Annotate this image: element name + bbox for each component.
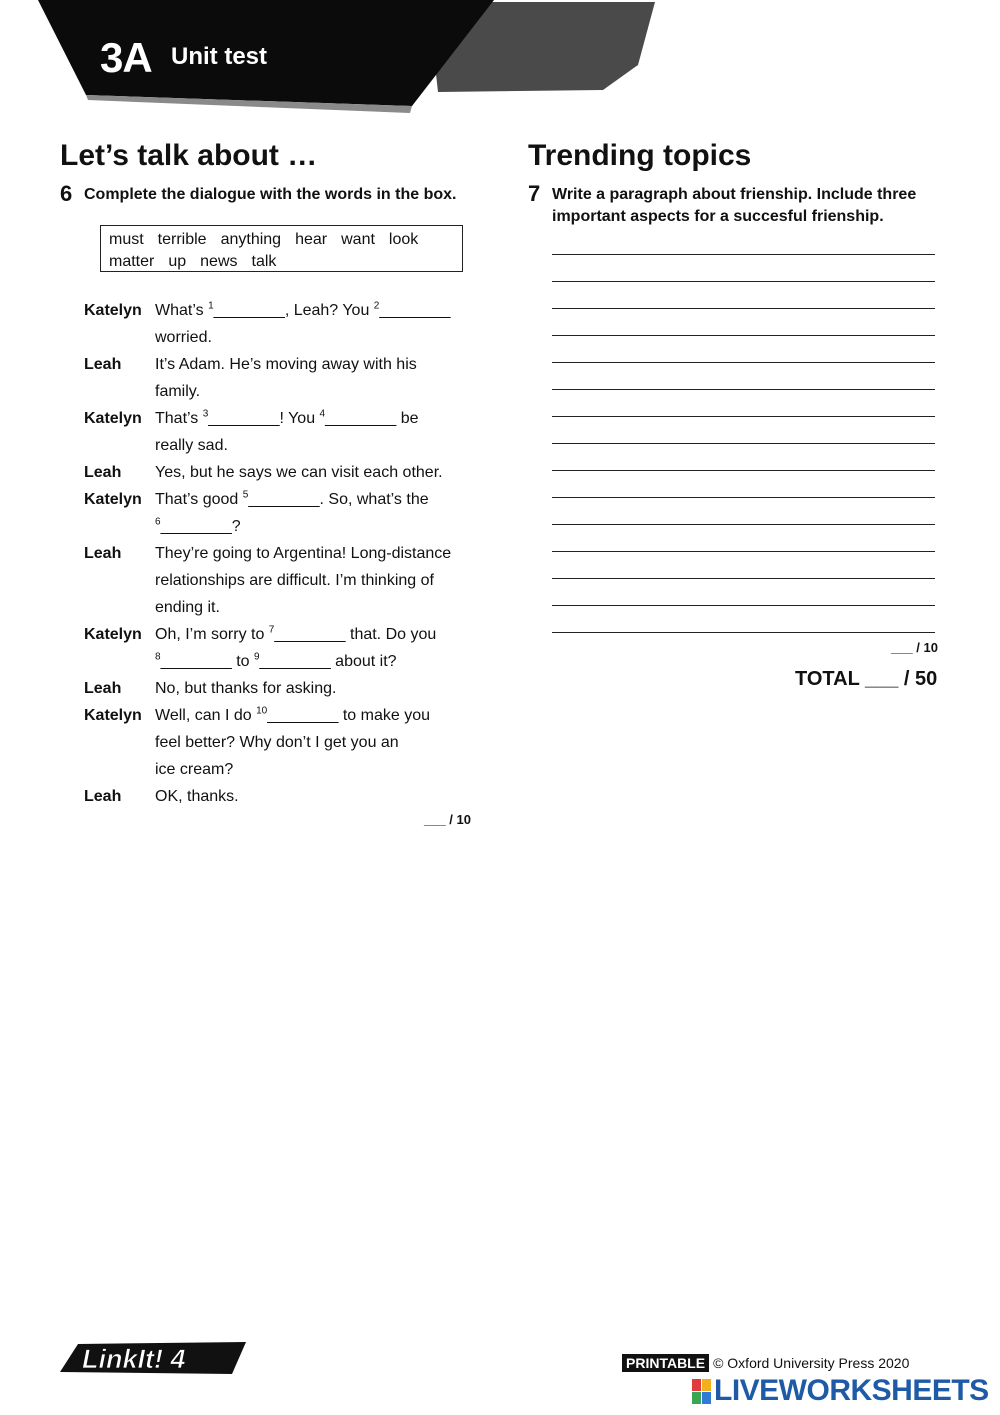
writing-line[interactable] [552,362,935,363]
dialogue-turn [84,405,484,459]
dialogue-text [155,486,484,540]
dialogue-text [155,459,484,486]
gap-number: 4 [319,408,326,420]
speaker-name: Leah [84,680,122,697]
dialogue-line [155,432,484,459]
gap-number: 10 [256,705,268,717]
writing-line[interactable] [552,335,935,336]
dialogue-fragment: Oh, I’m sorry to [155,626,269,643]
dialogue-turn [84,702,484,783]
copyright-line [622,1355,909,1371]
exercise-7-number: 7 [528,181,541,206]
dialogue-line [155,405,484,432]
gap-number: 9 [253,651,260,663]
left-section-title: Let’s talk about … [60,139,318,172]
linkit-logo-graphic [60,1338,250,1380]
gap-number: 8 [155,651,161,663]
dialogue-fragment: No, but thanks for asking. [155,680,337,697]
dialogue-fragment: feel better? Why don’t I get you an [155,734,399,751]
dialogue-turn [84,351,484,405]
dialogue-fragment: ending it. [155,599,220,616]
liveworksheets-text: LIVEWORKSHEETS [714,1374,989,1407]
dialogue-fragment: ________ [379,302,451,319]
writing-line[interactable] [552,416,935,417]
exercise-7-instruction-line1: Write a paragraph about frienship. Include three [552,186,917,203]
dialogue-turn [84,459,484,486]
word-box-row [109,229,454,251]
dialogue-line [155,324,484,351]
dialogue-fragment: That’s good [155,491,243,508]
dialogue-line [155,621,484,648]
writing-line[interactable] [552,254,935,255]
dialogue-fragment: Yes, but he says we can visit each other. [155,464,443,481]
writing-line[interactable] [552,443,935,444]
dialogue-turn [84,486,484,540]
speaker-name: Leah [84,464,122,481]
exercise-6-instruction: Complete the dialogue with the words in the box. [84,186,457,203]
dialogue-fragment: It’s Adam. He’s moving away with his [155,356,417,373]
unit-code: 3A [100,34,152,81]
gap-number: 2 [373,300,380,312]
dialogue-text [155,621,484,675]
dialogue-line [155,648,484,675]
word-box-row [109,251,454,273]
dialogue-text [155,675,484,702]
dialogue-fragment: ________ be [325,410,419,427]
gap-number: 1 [208,300,214,312]
dialogue-turn [84,675,484,702]
header-banner [38,0,658,116]
dialogue-line [155,486,484,513]
writing-line[interactable] [552,389,935,390]
gap-number: 3 [202,408,209,420]
dialogue-fragment: ________! You [208,410,320,427]
dialogue-line [155,540,484,567]
dialogue-fragment: ________? [160,518,241,535]
box-word: up [168,253,187,270]
speaker-name: Katelyn [84,707,142,724]
writing-line[interactable] [552,605,935,606]
speaker-name: Leah [84,788,122,805]
dialogue-fragment: ________, Leah? You [213,302,374,319]
dialogue-turn [84,783,484,810]
dialogue-fragment: ________ that. Do you [274,626,437,643]
dialogue-fragment: ice cream? [155,761,234,778]
writing-line[interactable] [552,632,935,633]
gap-number: 7 [268,624,275,636]
speaker-name: Katelyn [84,491,142,508]
liveworksheets-icon [692,1379,711,1404]
printable-badge: PRINTABLE [622,1354,709,1372]
writing-line[interactable] [552,578,935,579]
dialogue-fragment: OK, thanks. [155,788,239,805]
dialogue-line [155,783,484,810]
dialogue-line [155,729,484,756]
dialogue-fragment: worried. [155,329,212,346]
logo-text: LinkIt! 4 [82,1344,186,1374]
exercise-7-score: ___ / 10 [891,640,938,655]
dialogue-turn [84,621,484,675]
writing-line[interactable] [552,524,935,525]
dialogue-text [155,297,484,351]
dialogue-fragment: Well, can I do [155,707,257,724]
dialogue-line [155,513,484,540]
word-box [100,225,463,272]
dialogue-text [155,405,484,459]
dialogue-line [155,675,484,702]
dialogue-fragment: ________ to [160,653,254,670]
exercise-7-instruction-line2: important aspects for a succesful frienship. [552,208,884,225]
dialogue-fragment: family. [155,383,201,400]
exercise-6-score: ___ / 10 [424,812,471,827]
speaker-name: Leah [84,545,122,562]
dialogue-line [155,351,484,378]
right-section-title: Trending topics [528,139,752,172]
speaker-name: Leah [84,356,122,373]
box-word: look [388,231,419,248]
dialogue-fragment: They’re going to Argentina! Long-distance [155,545,452,562]
gap-number: 5 [242,489,249,501]
box-word: hear [295,231,328,248]
box-word: anything [220,231,282,248]
dialogue-fragment: ________ to make you [267,707,431,724]
box-word: want [341,231,375,248]
box-word: matter [109,253,155,270]
total-score: TOTAL ___ / 50 [795,668,938,690]
dialogue-line [155,702,484,729]
speaker-name: Katelyn [84,410,142,427]
writing-line[interactable] [552,308,935,309]
liveworksheets-logo[interactable] [692,1374,989,1408]
speaker-name: Katelyn [84,626,142,643]
dialogue-line [155,378,484,405]
dialogue-turn [84,540,484,621]
dialogue-fragment: relationships are difficult. I’m thinking of [155,572,434,589]
dialogue-fragment: What’s [155,302,209,319]
speaker-name: Katelyn [84,302,142,319]
dialogue-fragment: ________ about it? [259,653,397,670]
dialogue-line [155,297,484,324]
box-word: must [109,231,144,248]
copyright-text: © Oxford University Press 2020 [713,1355,910,1371]
box-word: news [200,253,238,270]
writing-line[interactable] [552,551,935,552]
dialogue-fragment: really sad. [155,437,228,454]
exercise-6-number: 6 [60,181,73,206]
unit-title: Unit test [171,43,267,70]
dialogue-text [155,351,484,405]
dialogue-fragment: ________. So, what’s the [248,491,429,508]
box-word: terrible [157,231,207,248]
dialogue-turn [84,297,484,351]
writing-line[interactable] [552,470,935,471]
box-word: talk [251,253,277,270]
dialogue-text [155,702,484,783]
dialogue-text [155,540,484,621]
writing-line[interactable] [552,281,935,282]
gap-number: 6 [155,516,161,528]
dialogue-line [155,459,484,486]
dialogue-text [155,783,484,810]
dialogue [84,297,484,810]
dialogue-line [155,594,484,621]
dialogue-line [155,567,484,594]
writing-line[interactable] [552,497,935,498]
linkit-logo [60,1338,250,1385]
dialogue-line [155,756,484,783]
dialogue-fragment: That’s [155,410,203,427]
